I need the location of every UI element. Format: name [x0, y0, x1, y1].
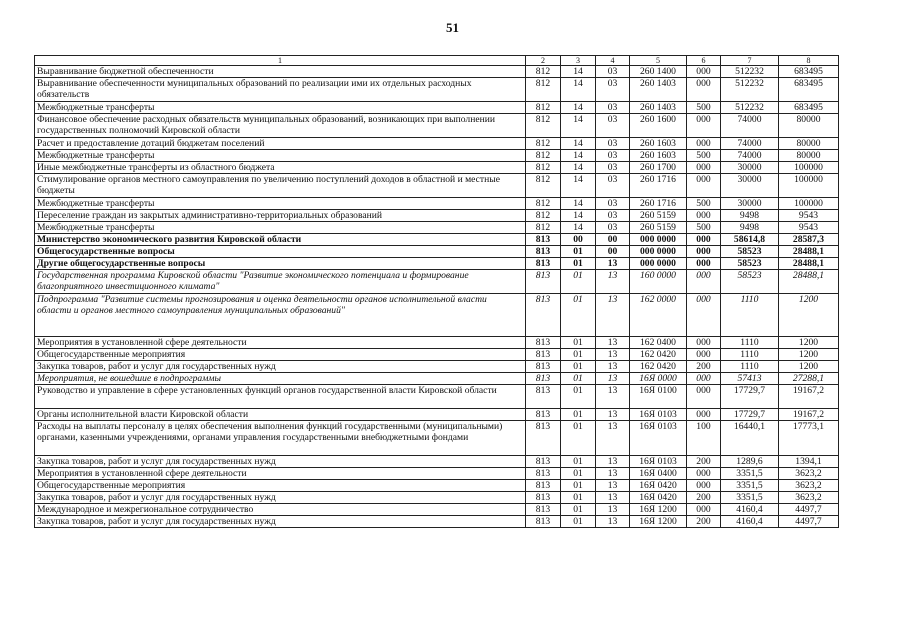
header-cell: 7 [721, 56, 779, 66]
row-name-cell: Расходы на выплаты персоналу в целях обеспечения выполнения функций государственными (муниципальными) органами, казенными учреждениями, органами управления государственными внебюджетными фондами [35, 421, 526, 456]
target-article-cell: 16Я 0420 [630, 492, 687, 504]
ministry-code-cell: 813 [526, 385, 561, 409]
target-article-cell: 162 0420 [630, 361, 687, 373]
row-name-cell: Мероприятия, не вошедшие в подпрограммы [35, 373, 526, 385]
row-name-cell: Подпрограмма "Развитие системы прогнозирования и оценка деятельности органов исполнительной власти области и органов местного самоуправления муниципальных образований" [35, 294, 526, 337]
header-cell: 6 [687, 56, 721, 66]
table-row [35, 270, 839, 294]
section-code-cell: 01 [561, 456, 596, 468]
row-name-cell: Общегосударственные мероприятия [35, 349, 526, 361]
row-name-cell: Межбюджетные трансферты [35, 150, 526, 162]
amount-year1-cell: 17729,7 [721, 409, 779, 421]
amount-year2-cell: 1200 [779, 294, 839, 337]
expense-type-cell: 200 [687, 361, 721, 373]
section-code-cell: 01 [561, 504, 596, 516]
amount-year1-cell: 58523 [721, 246, 779, 258]
section-code-cell: 01 [561, 270, 596, 294]
section-code-cell: 14 [561, 114, 596, 138]
amount-year1-cell: 512232 [721, 66, 779, 78]
expense-type-cell: 000 [687, 78, 721, 102]
ministry-code-cell: 812 [526, 66, 561, 78]
subsection-code-cell: 13 [596, 294, 630, 337]
header-cell: 1 [35, 56, 526, 66]
target-article-cell: 000 0000 [630, 246, 687, 258]
row-name-cell: Расчет и предоставление дотаций бюджетам поселений [35, 138, 526, 150]
subsection-code-cell: 03 [596, 222, 630, 234]
subsection-code-cell: 13 [596, 361, 630, 373]
amount-year2-cell: 3623,2 [779, 468, 839, 480]
section-code-cell: 01 [561, 480, 596, 492]
section-code-cell: 00 [561, 234, 596, 246]
row-name-cell: Закупка товаров, работ и услуг для государственных нужд [35, 492, 526, 504]
row-name-cell: Мероприятия в установленной сфере деятельности [35, 337, 526, 349]
amount-year2-cell: 27288,1 [779, 373, 839, 385]
section-code-cell: 14 [561, 138, 596, 150]
table-row [35, 258, 839, 270]
amount-year2-cell: 683495 [779, 66, 839, 78]
amount-year1-cell: 1110 [721, 294, 779, 337]
expense-type-cell: 000 [687, 385, 721, 409]
table-row [35, 337, 839, 349]
target-article-cell: 16Я 0000 [630, 373, 687, 385]
amount-year2-cell: 28587,3 [779, 234, 839, 246]
expense-type-cell: 200 [687, 516, 721, 528]
expense-type-cell: 100 [687, 421, 721, 456]
table-row [35, 114, 839, 138]
ministry-code-cell: 813 [526, 270, 561, 294]
subsection-code-cell: 03 [596, 150, 630, 162]
expense-type-cell: 000 [687, 337, 721, 349]
expense-type-cell: 500 [687, 198, 721, 210]
amount-year1-cell: 3351,5 [721, 480, 779, 492]
expense-type-cell: 000 [687, 246, 721, 258]
target-article-cell: 16Я 1200 [630, 516, 687, 528]
section-code-cell: 14 [561, 198, 596, 210]
amount-year2-cell: 80000 [779, 138, 839, 150]
expense-type-cell: 000 [687, 234, 721, 246]
expense-type-cell: 500 [687, 222, 721, 234]
amount-year2-cell: 80000 [779, 150, 839, 162]
target-article-cell: 260 1603 [630, 138, 687, 150]
section-code-cell: 01 [561, 361, 596, 373]
header-cell: 5 [630, 56, 687, 66]
section-code-cell: 14 [561, 174, 596, 198]
ministry-code-cell: 813 [526, 421, 561, 456]
row-name-cell: Переселение граждан из закрытых административно-территориальных образований [35, 210, 526, 222]
subsection-code-cell: 13 [596, 456, 630, 468]
amount-year1-cell: 58523 [721, 270, 779, 294]
section-code-cell: 14 [561, 78, 596, 102]
expense-type-cell: 500 [687, 102, 721, 114]
amount-year1-cell: 58523 [721, 258, 779, 270]
section-code-cell: 01 [561, 349, 596, 361]
section-code-cell: 14 [561, 150, 596, 162]
subsection-code-cell: 13 [596, 421, 630, 456]
row-name-cell: Министерство экономического развития Кировской области [35, 234, 526, 246]
ministry-code-cell: 812 [526, 102, 561, 114]
table-row [35, 138, 839, 150]
row-name-cell: Стимулирование органов местного самоуправления по увеличению поступлений доходов в областной и местные бюджеты [35, 174, 526, 198]
subsection-code-cell: 13 [596, 492, 630, 504]
section-code-cell: 01 [561, 492, 596, 504]
subsection-code-cell: 13 [596, 504, 630, 516]
target-article-cell: 16Я 0103 [630, 421, 687, 456]
amount-year1-cell: 1110 [721, 361, 779, 373]
section-code-cell: 01 [561, 246, 596, 258]
expense-type-cell: 000 [687, 138, 721, 150]
expense-type-cell: 000 [687, 349, 721, 361]
subsection-code-cell: 13 [596, 337, 630, 349]
amount-year1-cell: 17729,7 [721, 385, 779, 409]
amount-year1-cell: 3351,5 [721, 468, 779, 480]
amount-year1-cell: 512232 [721, 102, 779, 114]
subsection-code-cell: 13 [596, 468, 630, 480]
table-row [35, 78, 839, 102]
amount-year1-cell: 30000 [721, 162, 779, 174]
expense-type-cell: 000 [687, 409, 721, 421]
amount-year1-cell: 9498 [721, 210, 779, 222]
section-code-cell: 01 [561, 516, 596, 528]
amount-year1-cell: 74000 [721, 150, 779, 162]
amount-year1-cell: 512232 [721, 78, 779, 102]
table-row [35, 174, 839, 198]
ministry-code-cell: 813 [526, 504, 561, 516]
row-name-cell: Межбюджетные трансферты [35, 102, 526, 114]
subsection-code-cell: 03 [596, 174, 630, 198]
row-name-cell: Закупка товаров, работ и услуг для государственных нужд [35, 516, 526, 528]
amount-year2-cell: 3623,2 [779, 480, 839, 492]
row-name-cell: Иные межбюджетные трансферты из областного бюджета [35, 162, 526, 174]
target-article-cell: 260 1600 [630, 114, 687, 138]
target-article-cell: 260 1403 [630, 102, 687, 114]
table-row [35, 361, 839, 373]
table-row [35, 480, 839, 492]
expense-type-cell: 000 [687, 480, 721, 492]
subsection-code-cell: 03 [596, 102, 630, 114]
table-row [35, 198, 839, 210]
amount-year2-cell: 19167,2 [779, 409, 839, 421]
subsection-code-cell: 13 [596, 258, 630, 270]
target-article-cell: 16Я 0400 [630, 468, 687, 480]
table-row [35, 409, 839, 421]
amount-year2-cell: 80000 [779, 114, 839, 138]
amount-year1-cell: 16440,1 [721, 421, 779, 456]
ministry-code-cell: 813 [526, 258, 561, 270]
subsection-code-cell: 03 [596, 114, 630, 138]
subsection-code-cell: 03 [596, 78, 630, 102]
expense-type-cell: 000 [687, 162, 721, 174]
expense-type-cell: 500 [687, 150, 721, 162]
ministry-code-cell: 812 [526, 222, 561, 234]
table-row [35, 222, 839, 234]
expense-type-cell: 000 [687, 373, 721, 385]
row-name-cell: Межбюджетные трансферты [35, 198, 526, 210]
amount-year2-cell: 3623,2 [779, 492, 839, 504]
target-article-cell: 162 0000 [630, 294, 687, 337]
ministry-code-cell: 813 [526, 373, 561, 385]
ministry-code-cell: 813 [526, 480, 561, 492]
expense-type-cell: 200 [687, 456, 721, 468]
subsection-code-cell: 03 [596, 162, 630, 174]
table-row [35, 246, 839, 258]
section-code-cell: 14 [561, 66, 596, 78]
row-name-cell: Общегосударственные мероприятия [35, 480, 526, 492]
ministry-code-cell: 813 [526, 409, 561, 421]
table-row [35, 516, 839, 528]
section-code-cell: 14 [561, 102, 596, 114]
expense-type-cell: 000 [687, 114, 721, 138]
page-number: 51 [446, 20, 459, 35]
row-name-cell: Финансовое обеспечение расходных обязательств муниципальных образований, возникающих при выполнении государственных полномочий Кировской области [35, 114, 526, 138]
row-name-cell: Мероприятия в установленной сфере деятельности [35, 468, 526, 480]
amount-year2-cell: 19167,2 [779, 385, 839, 409]
section-code-cell: 14 [561, 162, 596, 174]
ministry-code-cell: 813 [526, 234, 561, 246]
budget-table [34, 55, 839, 528]
ministry-code-cell: 812 [526, 162, 561, 174]
amount-year2-cell: 4497,7 [779, 504, 839, 516]
header-cell: 2 [526, 56, 561, 66]
expense-type-cell: 000 [687, 66, 721, 78]
target-article-cell: 260 5159 [630, 222, 687, 234]
target-article-cell: 000 0000 [630, 258, 687, 270]
table-row [35, 456, 839, 468]
amount-year2-cell: 1394,1 [779, 456, 839, 468]
table-row [35, 492, 839, 504]
amount-year2-cell: 9543 [779, 210, 839, 222]
ministry-code-cell: 813 [526, 492, 561, 504]
amount-year2-cell: 683495 [779, 78, 839, 102]
target-article-cell: 160 0000 [630, 270, 687, 294]
ministry-code-cell: 813 [526, 337, 561, 349]
row-name-cell: Межбюджетные трансферты [35, 222, 526, 234]
amount-year2-cell: 28488,1 [779, 258, 839, 270]
expense-type-cell: 000 [687, 294, 721, 337]
table-row [35, 66, 839, 78]
table-row [35, 294, 839, 337]
ministry-code-cell: 813 [526, 294, 561, 337]
table-row [35, 349, 839, 361]
subsection-code-cell: 00 [596, 234, 630, 246]
ministry-code-cell: 812 [526, 150, 561, 162]
amount-year2-cell: 17773,1 [779, 421, 839, 456]
section-code-cell: 01 [561, 385, 596, 409]
expense-type-cell: 200 [687, 492, 721, 504]
subsection-code-cell: 13 [596, 373, 630, 385]
amount-year2-cell: 100000 [779, 174, 839, 198]
ministry-code-cell: 813 [526, 516, 561, 528]
target-article-cell: 260 1403 [630, 78, 687, 102]
table-row [35, 468, 839, 480]
target-article-cell: 260 1603 [630, 150, 687, 162]
subsection-code-cell: 13 [596, 409, 630, 421]
subsection-code-cell: 00 [596, 246, 630, 258]
section-code-cell: 01 [561, 337, 596, 349]
amount-year1-cell: 57413 [721, 373, 779, 385]
row-name-cell: Закупка товаров, работ и услуг для государственных нужд [35, 456, 526, 468]
amount-year2-cell: 28488,1 [779, 270, 839, 294]
target-article-cell: 260 1400 [630, 66, 687, 78]
row-name-cell: Закупка товаров, работ и услуг для государственных нужд [35, 361, 526, 373]
ministry-code-cell: 813 [526, 361, 561, 373]
section-code-cell: 01 [561, 468, 596, 480]
amount-year2-cell: 100000 [779, 198, 839, 210]
amount-year2-cell: 100000 [779, 162, 839, 174]
section-code-cell: 14 [561, 222, 596, 234]
amount-year1-cell: 9498 [721, 222, 779, 234]
amount-year1-cell: 58614,8 [721, 234, 779, 246]
expense-type-cell: 000 [687, 210, 721, 222]
target-article-cell: 16Я 0103 [630, 456, 687, 468]
row-name-cell: Выравнивание обеспеченности муниципальных образований по реализации ими их отдельных расходных обязательств [35, 78, 526, 102]
ministry-code-cell: 813 [526, 456, 561, 468]
ministry-code-cell: 812 [526, 198, 561, 210]
target-article-cell: 000 0000 [630, 234, 687, 246]
ministry-code-cell: 812 [526, 78, 561, 102]
table-row [35, 385, 839, 409]
amount-year1-cell: 30000 [721, 198, 779, 210]
amount-year1-cell: 1289,6 [721, 456, 779, 468]
header-cell: 8 [779, 56, 839, 66]
target-article-cell: 162 0400 [630, 337, 687, 349]
table-row [35, 150, 839, 162]
target-article-cell: 260 1716 [630, 198, 687, 210]
table-row [35, 102, 839, 114]
amount-year2-cell: 683495 [779, 102, 839, 114]
row-name-cell: Руководство и управление в сфере установленных функций органов государственной власти Кировской области [35, 385, 526, 409]
row-name-cell: Выравнивание бюджетной обеспеченности [35, 66, 526, 78]
header-cell: 3 [561, 56, 596, 66]
ministry-code-cell: 813 [526, 246, 561, 258]
table-row [35, 162, 839, 174]
section-code-cell: 01 [561, 294, 596, 337]
expense-type-cell: 000 [687, 258, 721, 270]
target-article-cell: 260 1700 [630, 162, 687, 174]
section-code-cell: 14 [561, 210, 596, 222]
subsection-code-cell: 13 [596, 480, 630, 492]
section-code-cell: 01 [561, 258, 596, 270]
amount-year1-cell: 1110 [721, 349, 779, 361]
amount-year2-cell: 1200 [779, 361, 839, 373]
target-article-cell: 162 0420 [630, 349, 687, 361]
target-article-cell: 16Я 0103 [630, 409, 687, 421]
expense-type-cell: 000 [687, 504, 721, 516]
ministry-code-cell: 812 [526, 138, 561, 150]
table-row [35, 421, 839, 456]
section-code-cell: 01 [561, 409, 596, 421]
row-name-cell: Государственная программа Кировской области "Развитие экономического потенциала и формирование благоприятного инвестиционного климата" [35, 270, 526, 294]
amount-year1-cell: 30000 [721, 174, 779, 198]
amount-year1-cell: 74000 [721, 114, 779, 138]
subsection-code-cell: 03 [596, 198, 630, 210]
subsection-code-cell: 13 [596, 385, 630, 409]
table-header-row [35, 56, 839, 66]
amount-year2-cell: 1200 [779, 337, 839, 349]
ministry-code-cell: 813 [526, 468, 561, 480]
amount-year2-cell: 1200 [779, 349, 839, 361]
table-row [35, 373, 839, 385]
ministry-code-cell: 812 [526, 114, 561, 138]
subsection-code-cell: 13 [596, 349, 630, 361]
target-article-cell: 16Я 1200 [630, 504, 687, 516]
section-code-cell: 01 [561, 421, 596, 456]
subsection-code-cell: 03 [596, 138, 630, 150]
amount-year2-cell: 9543 [779, 222, 839, 234]
target-article-cell: 260 5159 [630, 210, 687, 222]
section-code-cell: 01 [561, 373, 596, 385]
table-row [35, 210, 839, 222]
expense-type-cell: 000 [687, 270, 721, 294]
amount-year2-cell: 28488,1 [779, 246, 839, 258]
row-name-cell: Международное и межрегиональное сотрудничество [35, 504, 526, 516]
amount-year1-cell: 4160,4 [721, 504, 779, 516]
amount-year1-cell: 74000 [721, 138, 779, 150]
amount-year1-cell: 4160,4 [721, 516, 779, 528]
target-article-cell: 16Я 0420 [630, 480, 687, 492]
row-name-cell: Общегосударственные вопросы [35, 246, 526, 258]
budget-table-body [35, 56, 839, 528]
target-article-cell: 260 1716 [630, 174, 687, 198]
table-row [35, 504, 839, 516]
header-cell: 4 [596, 56, 630, 66]
subsection-code-cell: 13 [596, 516, 630, 528]
ministry-code-cell: 812 [526, 174, 561, 198]
target-article-cell: 16Я 0100 [630, 385, 687, 409]
row-name-cell: Другие общегосударственные вопросы [35, 258, 526, 270]
row-name-cell: Органы исполнительной власти Кировской области [35, 409, 526, 421]
amount-year1-cell: 3351,5 [721, 492, 779, 504]
amount-year1-cell: 1110 [721, 337, 779, 349]
expense-type-cell: 000 [687, 468, 721, 480]
amount-year2-cell: 4497,7 [779, 516, 839, 528]
subsection-code-cell: 03 [596, 210, 630, 222]
table-row [35, 234, 839, 246]
ministry-code-cell: 812 [526, 210, 561, 222]
ministry-code-cell: 813 [526, 349, 561, 361]
subsection-code-cell: 03 [596, 66, 630, 78]
subsection-code-cell: 13 [596, 270, 630, 294]
expense-type-cell: 000 [687, 174, 721, 198]
